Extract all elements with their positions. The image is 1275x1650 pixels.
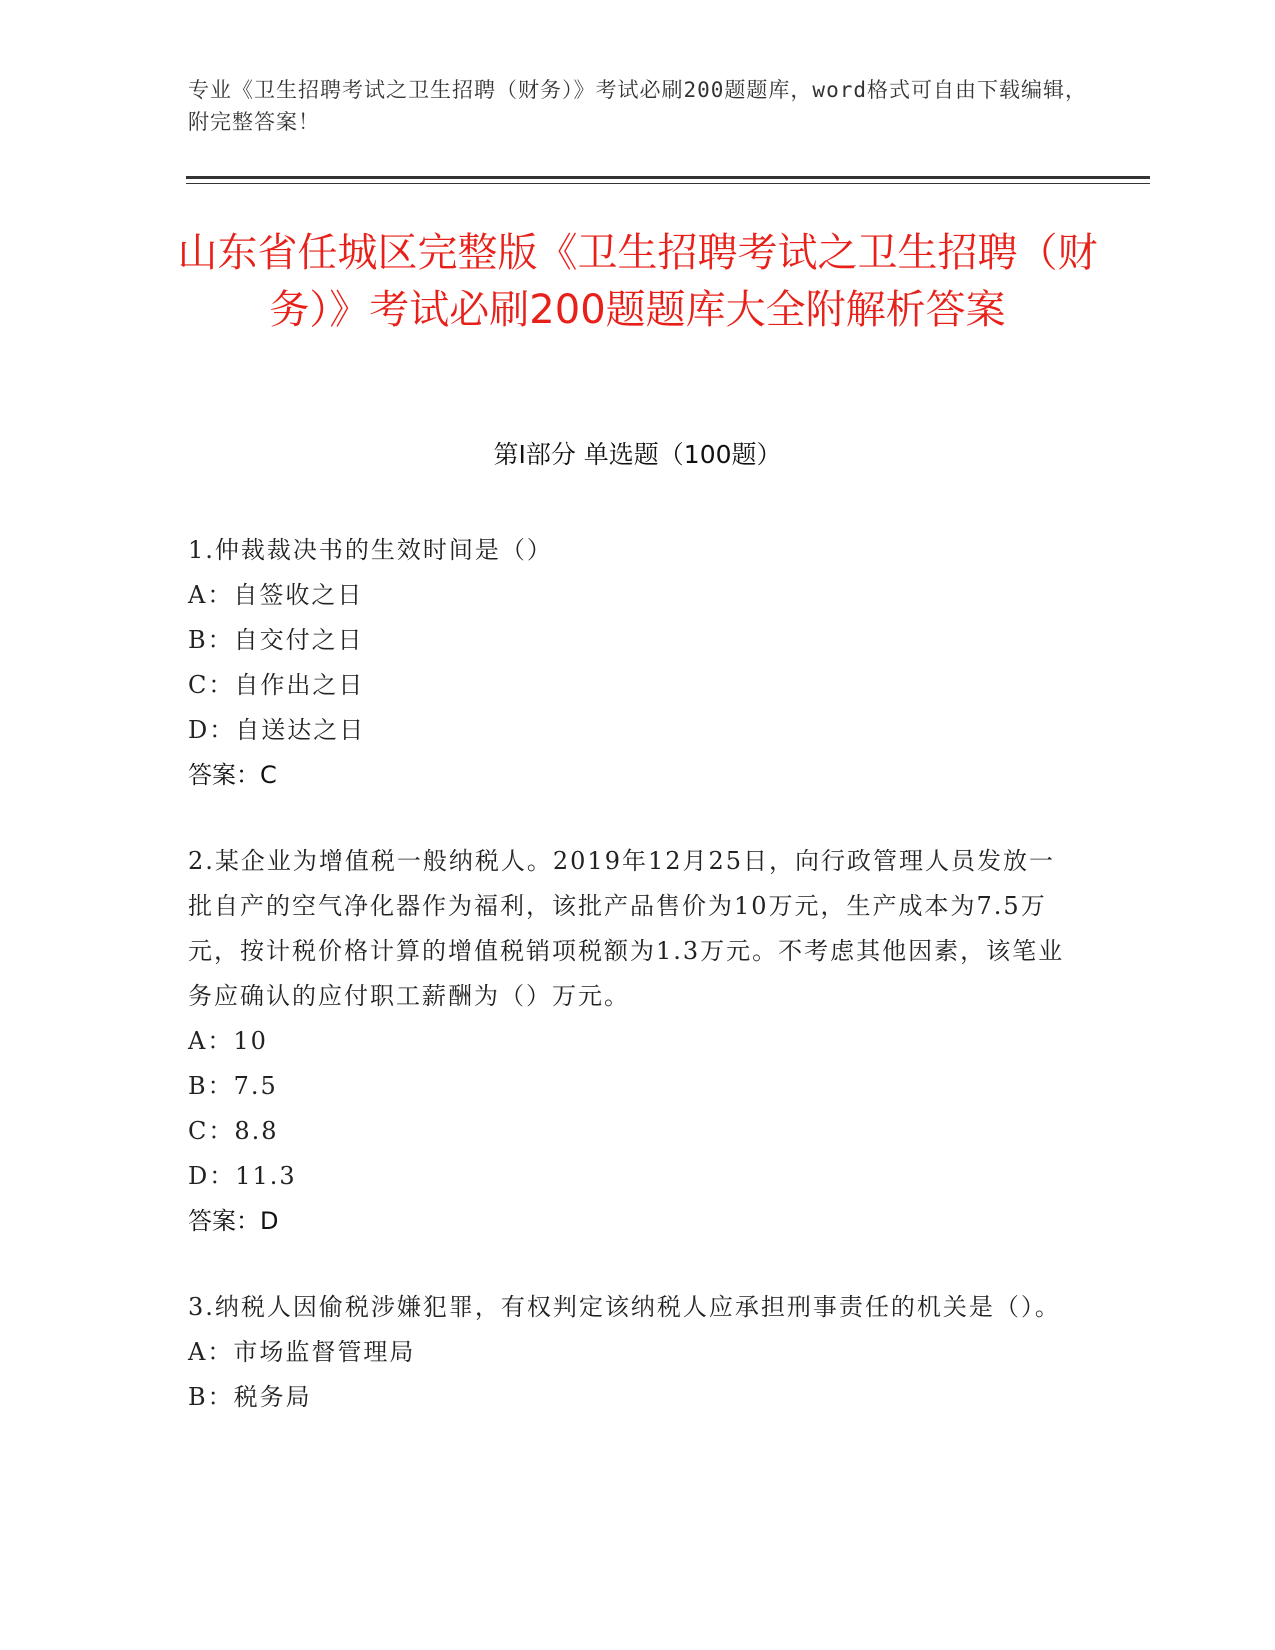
header-rule-thin [186,183,1150,184]
question-list [188,528,1068,1461]
question-2 [188,839,1068,1244]
option-c: C：8.8 [188,1117,279,1145]
section-heading: 第Ⅰ部分 单选题（100题） [493,440,782,469]
question-1 [188,528,1068,798]
option-c: C：自作出之日 [188,671,365,699]
answer-line: 答案：D [188,1207,279,1235]
option-d: D：自送达之日 [188,716,366,744]
option-a: A：10 [188,1027,268,1055]
document-title: 山东省任城区完整版《卫生招聘考试之卫生招聘（财务）》考试必刷200题题库大全附解析答案 [177,230,1098,333]
question-stem: 1.仲裁裁决书的生效时间是（） [188,536,553,564]
header-note: 专业《卫生招聘考试之卫生招聘（财务）》考试必刷200题题库，word格式可自由下载编辑，附完整答案！ [188,78,1087,134]
option-b: B：税务局 [188,1383,312,1411]
header-rule-thick [186,176,1150,179]
option-d: D：11.3 [188,1162,297,1190]
answer-line: 答案：C [188,761,277,789]
option-a: A：自签收之日 [188,581,364,609]
question-3 [188,1285,1068,1420]
question-stem: 3.纳税人因偷税涉嫌犯罪，有权判定该纳税人应承担刑事责任的机关是（）。 [188,1293,1061,1321]
option-a: A：市场监督管理局 [188,1338,416,1366]
option-b: B：7.5 [188,1072,278,1100]
question-stem: 2.某企业为增值税一般纳税人。2019年12月25日，向行政管理人员发放一批自产的空气净化器作为福利，该批产品售价为10万元，生产成本为7.5万元，按计税价格计算的增值税销项税额为1.3万元。不考虑其他因素，该笔业务应确认的应付职工薪酬为（）万元。 [188,847,1065,1010]
option-b: B：自交付之日 [188,626,364,654]
